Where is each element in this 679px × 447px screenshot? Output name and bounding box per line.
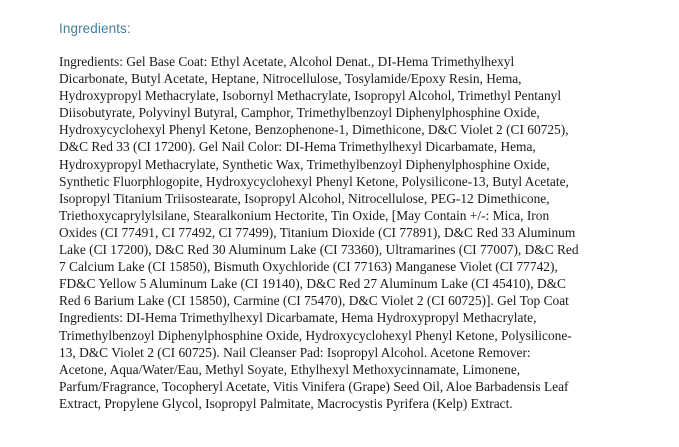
ingredients-line: 7 Calcium Lake (CI 15850), Bismuth Oxychloride (CI 77163) Manganese Violet (CI 77742),	[59, 259, 558, 275]
ingredients-line: Hydroxypropyl Methacrylate, Synthetic Wax, Trimethylbenzoyl Diphenylphosphine Oxide,	[59, 156, 550, 172]
ingredients-line: Ingredients: Gel Base Coat: Ethyl Acetate, Alcohol Denat., DI-Hema Trimethylhexyl	[59, 54, 515, 69]
ingredients-line: Red 6 Barium Lake (CI 15850), Carmine (CI 75470), D&C Violet 2 (CI 60725)]. Gel Top Coat	[59, 293, 569, 309]
ingredients-line: Trimethylbenzoyl Diphenylphosphine Oxide, Hydroxycyclohexyl Phenyl Ketone, Polysilicone-	[59, 327, 572, 343]
ingredients-line: Acetone, Aqua/Water/Eau, Methyl Soyate, Ethylhexyl Methoxycinnamate, Limonene,	[59, 361, 521, 377]
ingredients-paragraph	[59, 53, 671, 412]
ingredients-line: Oxides (CI 77491, CI 77492, CI 77499), Titanium Dioxide (CI 77891), D&C Red 33 Aluminum	[59, 224, 576, 240]
ingredients-line: 13, D&C Violet 2 (CI 60725). Nail Cleanser Pad: Isopropyl Alcohol. Acetone Remover:	[59, 344, 531, 360]
ingredients-line: FD&C Yellow 5 Aluminum Lake (CI 19140), D&C Red 27 Aluminum Lake (CI 45410), D&C	[59, 276, 566, 292]
ingredients-line: Diisobutyrate, Polyvinyl Butyral, Camphor, Trimethylbenzoyl Diphenylphosphine Oxide,	[59, 105, 540, 121]
ingredients-line: Ingredients: DI-Hema Trimethylhexyl Dicarbamate, Hema Hydroxypropyl Methacrylate,	[59, 310, 537, 326]
ingredients-line: Lake (CI 17200), D&C Red 30 Aluminum Lake (CI 73360), Ultramarines (CI 77007), D&C Red	[59, 242, 579, 258]
ingredients-line: Synthetic Fluorphlogopite, Hydroxycyclohexyl Phenyl Ketone, Polysilicone-13, Butyl Acetate,	[59, 173, 569, 189]
ingredients-line: Extract, Propylene Glycol, Isopropyl Palmitate, Macrocystis Pyrifera (Kelp) Extract.	[59, 395, 513, 411]
ingredients-line: D&C Red 33 (CI 17200). Gel Nail Color: DI-Hema Trimethylhexyl Dicarbamate, Hema,	[59, 139, 536, 155]
ingredients-line: Parfum/Fragrance, Tocopheryl Acetate, Vitis Vinifera (Grape) Seed Oil, Aloe Barbadensis Leaf	[59, 378, 569, 394]
ingredients-line: Dicarbonate, Butyl Acetate, Heptane, Nitrocellulose, Tosylamide/Epoxy Resin, Hema,	[59, 71, 522, 87]
ingredients-line: Isopropyl Titanium Triisostearate, Isopropyl Alcohol, Nitrocellulose, PEG-12 Dimethicone,	[59, 190, 550, 206]
ingredients-line: Hydroxypropyl Methacrylate, Isobornyl Methacrylate, Isopropyl Alcohol, Trimethyl Pentanyl	[59, 88, 562, 104]
ingredients-line: Hydroxycyclohexyl Phenyl Ketone, Benzophenone-1, Dimethicone, D&C Violet 2 (CI 60725),	[59, 122, 569, 138]
section-heading: Ingredients:	[59, 21, 131, 36]
ingredients-line: Triethoxycaprylylsilane, Stearalkonium Hectorite, Tin Oxide, [May Contain +/-: Mica, Iron	[59, 207, 550, 223]
